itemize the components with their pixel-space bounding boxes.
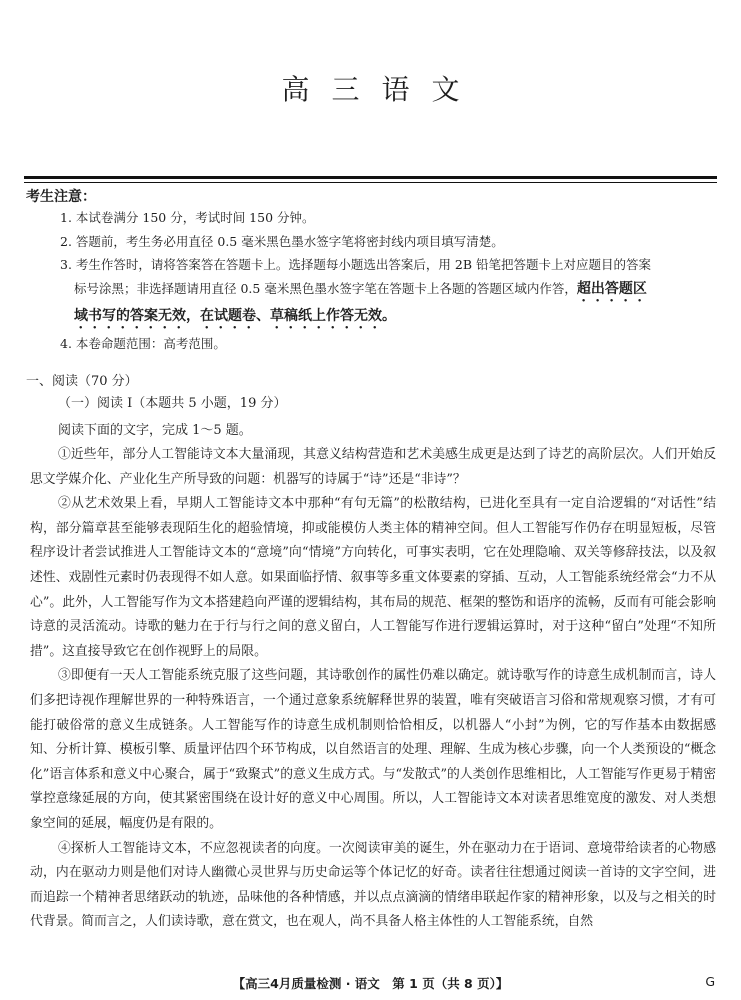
notice-heading: 考生注意： — [26, 189, 96, 205]
header-rule-thick — [24, 176, 717, 179]
paragraph-4: ④探析人工智能诗文本，不应忽视读者的向度。一次阅读审美的诞生，外在驱动力在于语词、意境带给读者的心物感动，内在驱动力则是他们对诗人幽微心灵世界与历史命运等个体记忆的好奇。读者往往想通过阅读一首诗的文字空间，进而追踪一个精神者思绪跃动的轨迹，品味他的各种情感，并以点点滴滴的情绪串联起作家的精神形象，以及与之相关的时代背景。简而言之，人们读诗歌，意在赏文，也在观人，尚不具备人格主体性的人工智能系统，自然 — [30, 840, 716, 930]
reading-passage — [30, 443, 716, 935]
section-heading: 一、阅读（70 分） — [26, 374, 138, 389]
paragraph-3: ③即便有一天人工智能系统克服了这些问题，其诗歌创作的属性仍难以确定。就诗歌写作的诗意生成机制而言，诗人们多把诗视作理解世界的一种特殊语言，一个通过意象系统解释世界的装置，唯有突破语言习俗和常规观察习惯，才有可能打破俗常的意义生成链条。人工智能写作的诗意生成机制则恰恰相反，以机器人“小封”为例，它的写作基本由数据感知、分析计算、模板引擎、质量评估四个环节构成，以自然语言的处理、理解、生成为核心步骤，向一个人类预设的“概念化”语言体系和意义中心聚合，属于“致聚式”的意义生成方式。与“发散式”的人类创作思维相比，人工智能写作更易于精密掌控意缘延展的方向，使其紧密围绕在设计好的意义中心周围。所以，人工智能诗文本对读者思维宽度的激发、对人类想象空间的延展，幅度仍是有限的。 — [30, 668, 716, 831]
notice-item-3: 3. 考生作答时，请将答案答在答题卡上。选择题每小题选出答案后，用 2B 铅笔把答题卡上对应题目的答案 — [60, 257, 651, 272]
notice-item-2: 2. 答题前，考生务必用直径 0.5 毫米黑色墨水签字笔将密封线内项目填写清楚。 — [60, 233, 504, 249]
page-title: 高三语文 — [281, 73, 482, 106]
subsection-heading: （一）阅读 Ⅰ（本题共 5 小题，19 分） — [58, 396, 287, 411]
notice-item-3-cont — [26, 277, 716, 305]
notice-bold-b: 域书写的答案无效，在试题卷、草稿纸上作答无效。 — [74, 307, 396, 324]
footer-code: G — [705, 974, 715, 989]
header-rule-thin — [24, 182, 717, 183]
page-footer: 【高三4月质量检测 · 语文 第 1 页（共 8 页）】 — [232, 976, 509, 991]
paragraph-1: ①近些年，部分人工智能诗文本大量涌现，其意义结构营造和艺术美感生成更是达到了诗艺的高阶层次。人们开始反思文学媒介化、产业化生产所导致的问题：机器写的诗属于“诗”还是“非诗”？ — [30, 447, 716, 487]
notice-item-1: 1. 本试卷满分 150 分，考试时间 150 分钟。 — [60, 210, 315, 225]
instruction: 阅读下面的文字，完成 1～5 题。 — [58, 423, 252, 438]
notice-item-4: 4. 本卷命题范围：高考范围。 — [60, 335, 226, 351]
paragraph-2: ②从艺术效果上看，早期人工智能诗文本中那种“有句无篇”的松散结构，已进化至具有一定自洽逻辑的“对话性”结构，部分篇章甚至能够表现陌生化的超验情境，抑或能模仿人类主体的精神空间。但人工智能写作仍存在明显短板，尽管程序设计者尝试推进人工智能诗文本的“意境”向“情境”方向转化，可事实表明，它在处理隐喻、双关等修辞技法，以及叙述性、戏剧性元素时仍表现得不如人意。如果面临抒情、叙事等多重文体要素的穿插、互动，人工智能系统经常会“力不从心”。此外，人工智能写作为文本搭建趋向严谨的逻辑结构，其布局的规范、框架的整饬和语序的流畅，反而有可能会影响诗意的灵活流动。诗歌的魅力在于行与行之间的意义留白，人工智能写作进行逻辑运算时，对于这种“留白”处理“不知所措”。这直接导致它在创作视野上的局限。 — [30, 496, 716, 659]
notice-bold-line — [26, 305, 716, 332]
notice-item-3-text: 标号涂黑；非选择题请用直径 0.5 毫米黑色墨水签字笔在答题卡上各题的答题区域内作答， — [74, 280, 577, 296]
notice-list — [26, 206, 716, 355]
notice-bold-a: 超出答题区 — [576, 280, 647, 297]
